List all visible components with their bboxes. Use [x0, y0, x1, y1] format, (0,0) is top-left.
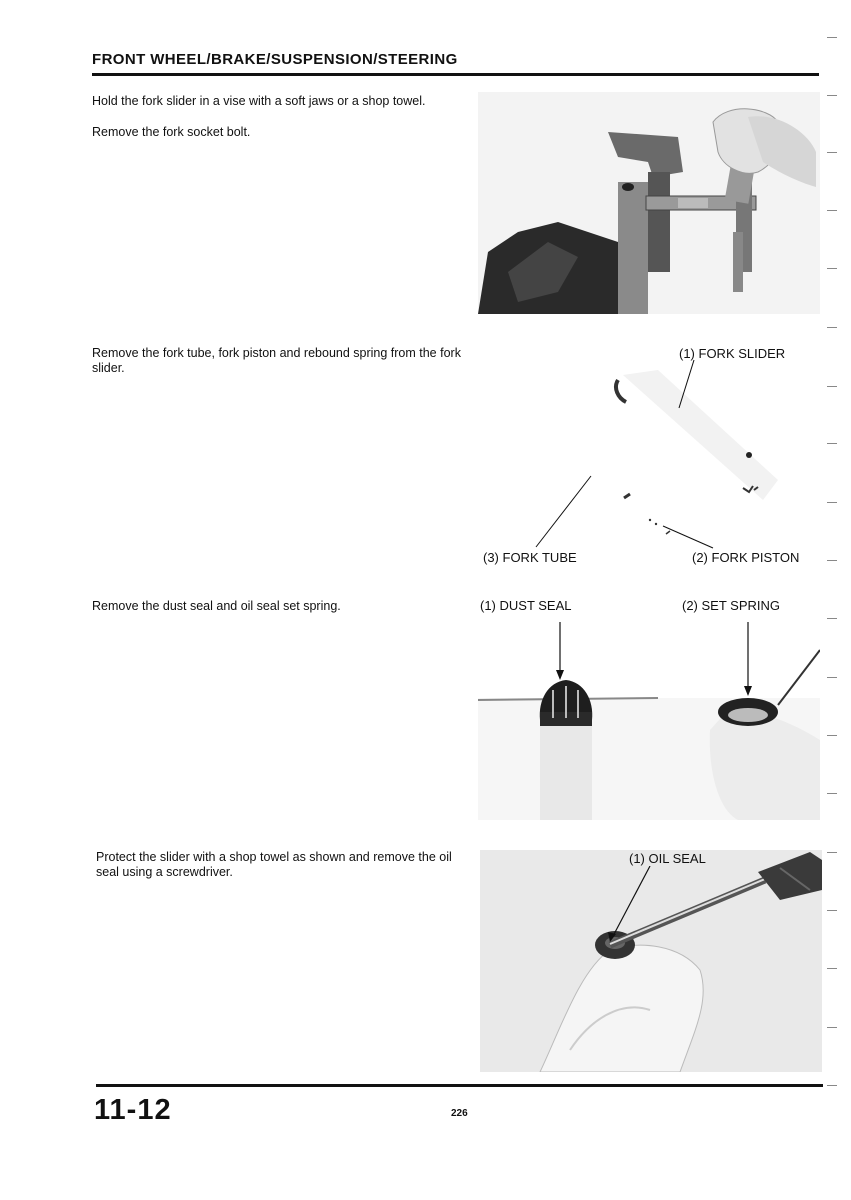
footer-rule: [96, 1084, 823, 1087]
photo-oil-seal-removal: [480, 850, 822, 1072]
photo-socket-bolt-removal: [478, 92, 820, 314]
scan-tick: [827, 502, 837, 503]
scan-tick: [827, 386, 837, 387]
photo-fork-parts: [478, 340, 820, 570]
scan-tick: [827, 677, 837, 678]
header-rule: [92, 73, 819, 76]
step-text-remove-fork-tube: Remove the fork tube, fork piston and rebound spring from the fork slider.: [92, 346, 461, 375]
scan-tick: [827, 1085, 837, 1086]
scan-tick: [827, 268, 837, 269]
label-dust-seal: (1) DUST SEAL: [480, 598, 572, 613]
scan-tick: [827, 327, 837, 328]
page-number: 11-12: [94, 1094, 172, 1126]
label-set-spring: (2) SET SPRING: [682, 598, 781, 613]
photo-dust-seal-set-spring: [478, 620, 820, 820]
scan-tick: [827, 1027, 837, 1028]
scan-tick: [827, 210, 837, 211]
scan-tick: [827, 37, 837, 38]
step-text-remove-oil-seal: Protect the slider with a shop towel as shown and remove the oil seal using a screwdriver.: [96, 850, 452, 879]
scan-tick: [827, 95, 837, 96]
scan-tick: [827, 443, 837, 444]
label-fork-slider: (1) FORK SLIDER: [679, 346, 786, 361]
scan-tick: [827, 735, 837, 736]
label-fork-piston: (2) FORK PISTON: [692, 550, 800, 565]
label-oil-seal: (1) OIL SEAL: [629, 851, 706, 866]
scan-tick: [827, 152, 837, 153]
scan-tick: [827, 560, 837, 561]
sheet-number: 226: [451, 1108, 468, 1119]
scan-tick: [827, 968, 837, 969]
scan-tick: [827, 910, 837, 911]
label-fork-tube: (3) FORK TUBE: [483, 550, 577, 565]
step-text-remove-socket-bolt: Remove the fork socket bolt.: [92, 125, 251, 139]
scan-tick: [827, 852, 837, 853]
page-title: FRONT WHEEL/BRAKE/SUSPENSION/STEERING: [92, 51, 458, 68]
scan-tick: [827, 618, 837, 619]
step-text-remove-dust-seal: Remove the dust seal and oil seal set spring.: [92, 599, 341, 613]
scan-tick: [827, 793, 837, 794]
step-text-hold-slider: Hold the fork slider in a vise with a soft jaws or a shop towel.: [92, 94, 426, 108]
